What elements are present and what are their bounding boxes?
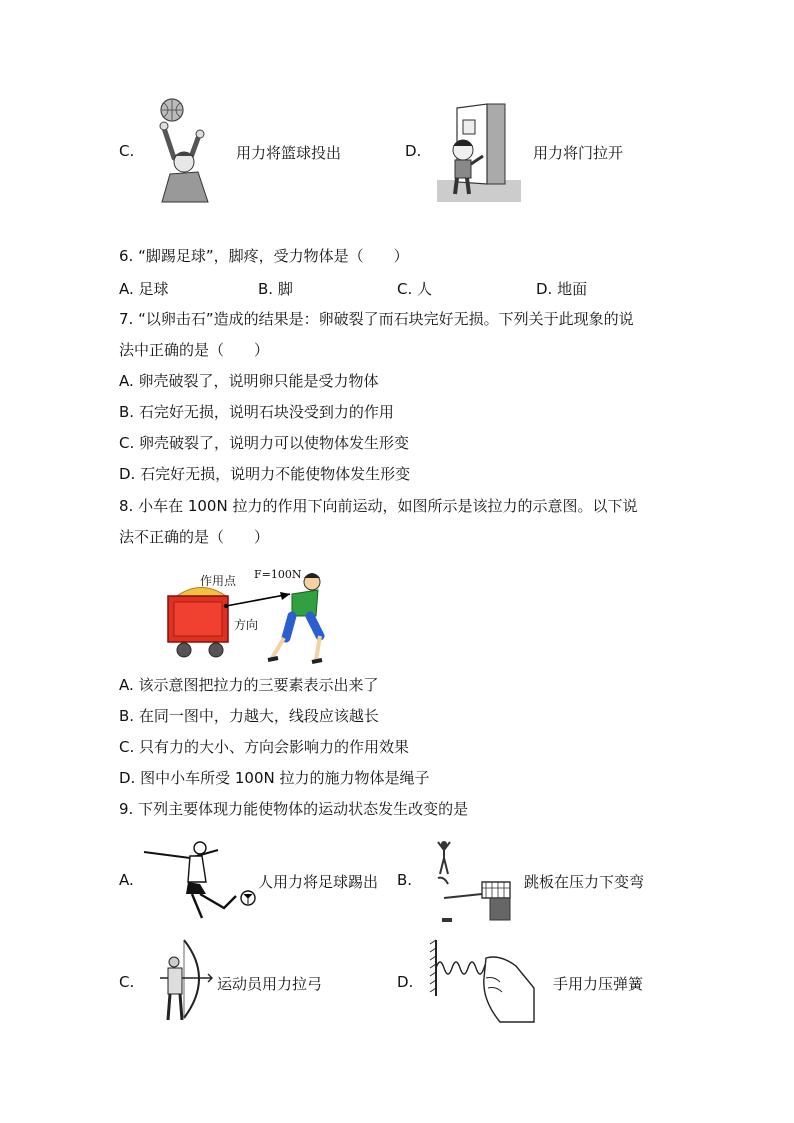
q7-stem-line1: 7. “以卵击石”造成的结果是：卵破裂了而石块完好无损。下列关于此现象的说 — [119, 310, 634, 328]
q8-option-b: B. 在同一图中，力越大，线段应该越长 — [119, 707, 379, 725]
q8-option-d: D. 图中小车所受 100N 拉力的施力物体是绳子 — [119, 769, 430, 787]
door-opening-image — [437, 104, 521, 202]
q9-option-d-letter: D. — [397, 973, 414, 991]
q6-option-b: B. 脚 — [258, 280, 293, 298]
q6-option-c: C. 人 — [397, 280, 433, 298]
q5-option-c-letter: C. — [119, 142, 135, 160]
q7-option-a: A. 卵壳破裂了，说明卵只能是受力物体 — [119, 372, 379, 390]
q7-option-d: D. 石完好无损，说明力不能使物体发生形变 — [119, 465, 411, 483]
basketball-player-image — [150, 98, 216, 202]
q9-option-b-letter: B. — [397, 871, 413, 889]
q9-option-d-text: 手用力压弹簧 — [553, 975, 644, 993]
cart-force-figure — [160, 566, 340, 666]
q5-option-d-letter: D. — [405, 142, 422, 160]
soccer-kick-image — [144, 838, 258, 922]
q8-stem-line2: 法不正确的是（ ） — [119, 528, 270, 546]
q7-option-b: B. 石完好无损，说明石块没受到力的作用 — [119, 403, 394, 421]
archer-image — [156, 938, 212, 1022]
q9-option-a-letter: A. — [119, 871, 134, 889]
figure-label-direction: 方向 — [234, 618, 259, 632]
figure-label-force: F=100N — [254, 568, 302, 581]
spring-hand-image — [430, 936, 534, 1022]
q5-option-d-text: 用力将门拉开 — [533, 144, 624, 162]
q7-stem-line2: 法中正确的是（ ） — [119, 341, 270, 359]
diving-board-image — [434, 838, 514, 922]
figure-label-point: 作用点 — [200, 574, 237, 588]
q8-option-a: A. 该示意图把拉力的三要素表示出来了 — [119, 676, 379, 694]
q8-stem-line1: 8. 小车在 100N 拉力的作用下向前运动，如图所示是该拉力的示意图。以下说 — [119, 497, 638, 515]
q6-option-d: D. 地面 — [536, 280, 588, 298]
q6-stem: 6. “脚踢足球”，脚疼，受力物体是（ ） — [119, 247, 409, 265]
q9-stem: 9. 下列主要体现力能使物体的运动状态发生改变的是 — [119, 800, 469, 818]
q9-option-a-text: 人用力将足球踢出 — [258, 873, 379, 891]
q6-option-a: A. 足球 — [119, 280, 169, 298]
q9-option-c-letter: C. — [119, 973, 135, 991]
q5-option-c-text: 用力将篮球投出 — [236, 144, 342, 162]
q8-option-c: C. 只有力的大小、方向会影响力的作用效果 — [119, 738, 410, 756]
q9-option-b-text: 跳板在压力下变弯 — [524, 873, 645, 891]
q7-option-c: C. 卵壳破裂了，说明力可以使物体发生形变 — [119, 434, 410, 452]
q9-option-c-text: 运动员用力拉弓 — [217, 975, 323, 993]
